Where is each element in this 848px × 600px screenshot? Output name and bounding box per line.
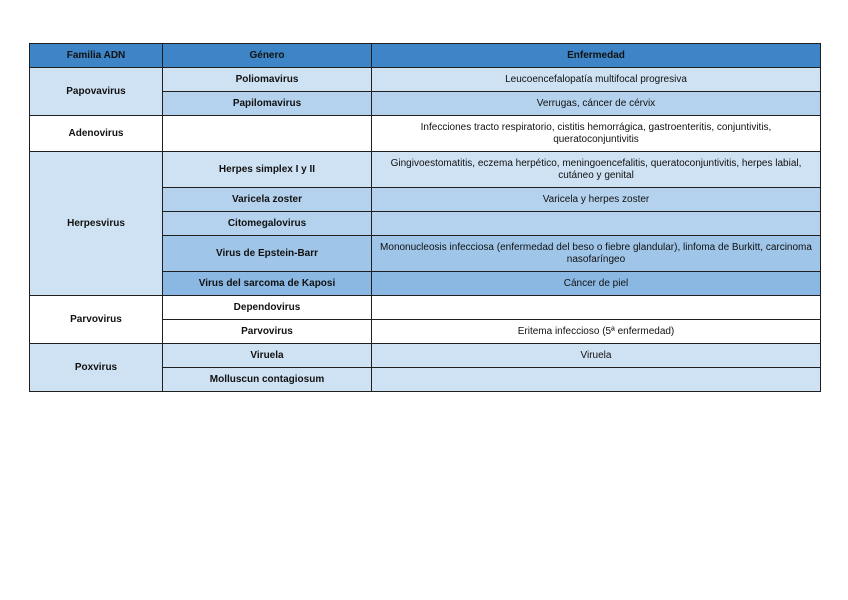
family-cell: Herpesvirus [30,152,163,296]
disease-cell: Cáncer de piel [372,272,821,296]
table-row [30,152,821,188]
disease-cell [372,212,821,236]
disease-cell: Infecciones tracto respiratorio, cistitis hemorrágica, gastroenteritis, conjuntivitis, queratoconjuntivitis [372,116,821,152]
disease-cell: Mononucleosis infecciosa (enfermedad del beso o fiebre glandular), linfoma de Burkitt, carcinoma nasofaríngeo [372,236,821,272]
family-cell: Parvovirus [30,296,163,344]
header-genus: Género [163,44,372,68]
disease-cell: Leucoencefalopatía multifocal progresiva [372,68,821,92]
genus-cell: Virus de Epstein-Barr [163,236,372,272]
table-row [30,116,821,152]
disease-cell: Viruela [372,344,821,368]
header-disease: Enfermedad [372,44,821,68]
genus-cell: Dependovirus [163,296,372,320]
genus-cell: Molluscun contagiosum [163,368,372,392]
disease-cell: Eritema infeccioso (5ª enfermedad) [372,320,821,344]
header-row [30,44,821,68]
genus-cell [163,116,372,152]
disease-cell [372,296,821,320]
genus-cell: Virus del sarcoma de Kaposi [163,272,372,296]
table-row [30,68,821,92]
genus-cell: Citomegalovirus [163,212,372,236]
genus-cell: Parvovirus [163,320,372,344]
disease-cell: Gingivoestomatitis, eczema herpético, meningoencefalitis, queratoconjuntivitis, herpes labial, cutáneo y genital [372,152,821,188]
genus-cell: Herpes simplex I y II [163,152,372,188]
table-row [30,344,821,368]
table-row [30,296,821,320]
disease-cell: Varicela y herpes zoster [372,188,821,212]
family-cell: Papovavirus [30,68,163,116]
family-cell: Poxvirus [30,344,163,392]
genus-cell: Varicela zoster [163,188,372,212]
disease-cell [372,368,821,392]
genus-cell: Viruela [163,344,372,368]
dna-virus-table [29,43,821,392]
disease-cell: Verrugas, cáncer de cérvix [372,92,821,116]
family-cell: Adenovirus [30,116,163,152]
header-family: Familia ADN [30,44,163,68]
genus-cell: Papilomavirus [163,92,372,116]
genus-cell: Poliomavirus [163,68,372,92]
